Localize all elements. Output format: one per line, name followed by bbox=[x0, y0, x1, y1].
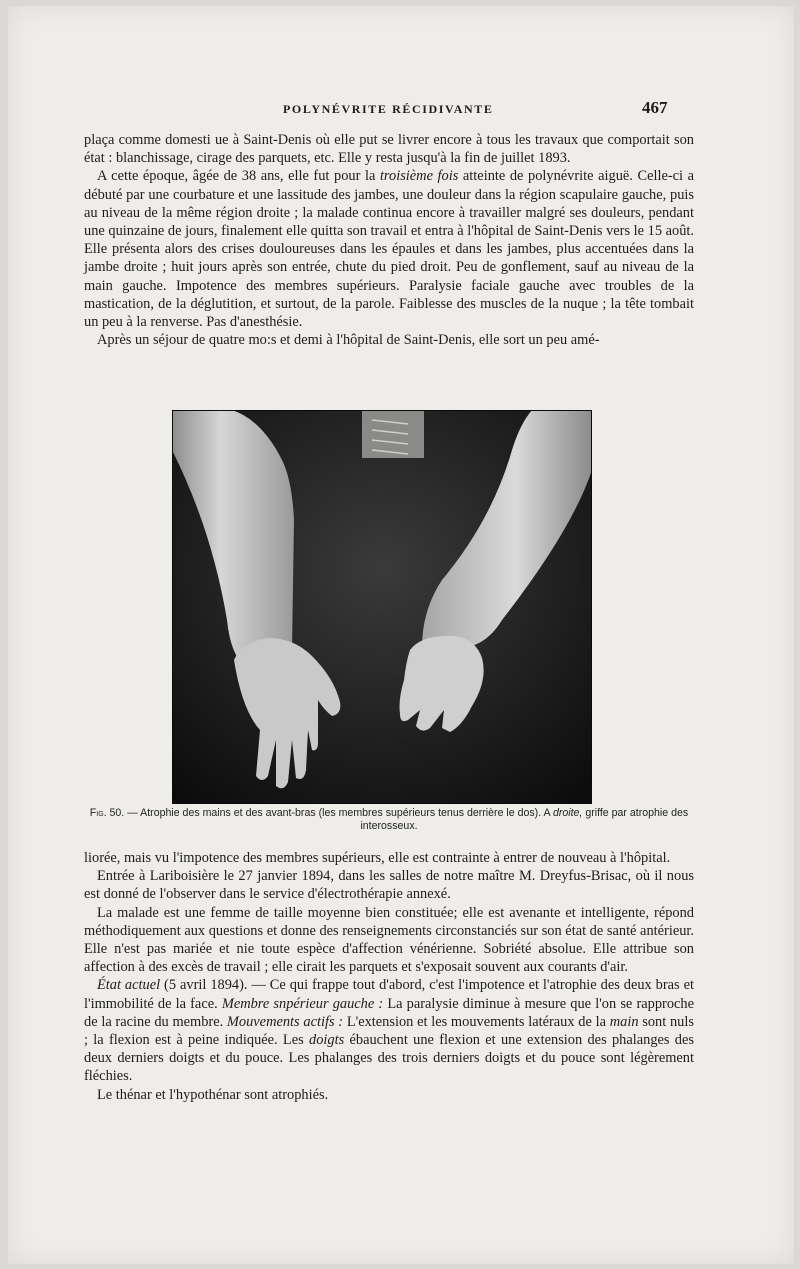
paragraph: La malade est une femme de taille moyenne bien constituée; elle est avenante et intelligente, répond méthodiquement aux questions et donne des renseignements circonstanciés sur son état de santé antérieur. Elle n'est pas mariée et nie toute espèce d'affection vénérienne. Sobriété absolue. Elle attribue son affection à des excès de travail ; elle cirait les parquets et s'exposait souvent aux courants d'air. bbox=[84, 904, 694, 976]
caption-text: — Atrophie des mains et des avant-bras (les membres supérieurs tenus derrière le dos). A bbox=[124, 807, 553, 819]
caption-italic: droite, bbox=[552, 807, 583, 819]
top-text-block bbox=[84, 131, 694, 349]
paragraph: Le thénar et l'hypothénar sont atrophiés. bbox=[97, 1086, 329, 1103]
paragraph-italic: troisième fois bbox=[379, 168, 459, 185]
page-header bbox=[0, 98, 800, 122]
paragraph-italic: main bbox=[609, 1013, 639, 1030]
figure-photograph bbox=[172, 410, 592, 804]
paragraph-italic: Mouvements actifs : bbox=[226, 1013, 344, 1030]
caption-text-end: griffe par atrophie des interosseux. bbox=[360, 807, 689, 832]
paragraph-text: L'extension et les mouvements latéraux de la bbox=[343, 1013, 610, 1030]
paragraph-italic: État actuel bbox=[97, 977, 161, 994]
paragraph: Après un séjour de quatre mo:s et demi à l'hôpital de Saint-Denis, elle sort un peu amé- bbox=[97, 332, 600, 349]
paragraph-italic: Membre snpérieur gauche : bbox=[221, 995, 384, 1012]
paragraph-text: atteinte de polynévrite aiguë. Celle-ci a débuté par une courbature et une lassitude des jambes, une douleur dans la région scapulaire gauche, puis au niveau de la même région droite ; la malade continua encore à travailler malgré ses douleurs, pendant une quinzaine de jours, finalement elle quitta son travail et entra à l'hôpital de Saint-Denis vers le 15 août. Elle présenta alors des crises douloureuses dans les épaules et dans les jambes, plus accentuées dans la jambe droite ; huit jours après son entrée, chute du pied droit. Peu de gonflement, sauf au niveau de la main gauche. Impotence des membres supérieurs. Paralysie faciale gauche avec troubles de la mastication, de la déglutition, et surtout, de la parole. Faiblesse des muscles de la nuque ; la tête tombait un peu à la renverse. Pas d'anesthésie. bbox=[84, 168, 695, 331]
back-fabric bbox=[362, 410, 424, 458]
figure-caption bbox=[84, 807, 694, 833]
paragraph-text: (5 avril 1894). — Ce qui frappe tout d'abord, c'est l'impotence et l'atrophie des deux bras et l'immobilité de la face. bbox=[84, 977, 694, 1012]
paragraph bbox=[84, 976, 694, 1085]
paragraph: plaça comme domesti ue à Saint-Denis où elle put se livrer encore à tous les travaux que comportait son état : blanchissage, cirage des parquets, etc. Elle y resta jusqu'à la fin de juillet 1893. bbox=[84, 132, 694, 167]
paragraph-text: A cette époque, âgée de 38 ans, elle fut pour la bbox=[97, 168, 380, 185]
paragraph-text: La paralysie diminue à mesure que l'on se rapproche de la racine du membre. bbox=[84, 995, 694, 1030]
running-title: POLYNÉVRITE RÉCIDIVANTE bbox=[283, 102, 494, 116]
paragraph-text: sont nuls ; la flexion est à peine indiquée. Les bbox=[84, 1013, 694, 1049]
paragraph bbox=[84, 167, 694, 331]
paragraph: Entrée à Lariboisière le 27 janvier 1894, dans les salles de notre maître M. Dreyfus-Brisac, où il nous est donné de l'observer dans le service d'électrothérapie annexé. bbox=[84, 868, 694, 903]
paragraph-text: ébauchent une flexion et une extension des phalanges des deux derniers doigts et du pouce. Les phalanges des trois derniers doigts et du pouce sont légèrement fléchies. bbox=[84, 1032, 694, 1085]
page-number: 467 bbox=[642, 98, 668, 117]
figure-label: Fig. 50. bbox=[89, 807, 125, 819]
paragraph-italic: doigts bbox=[309, 1032, 345, 1049]
forearms-photo-illustration bbox=[172, 410, 592, 804]
bottom-text-block bbox=[84, 849, 694, 1104]
paragraph: liorée, mais vu l'impotence des membres supérieurs, elle est contrainte à entrer de nouveau à l'hôpital. bbox=[84, 850, 671, 866]
